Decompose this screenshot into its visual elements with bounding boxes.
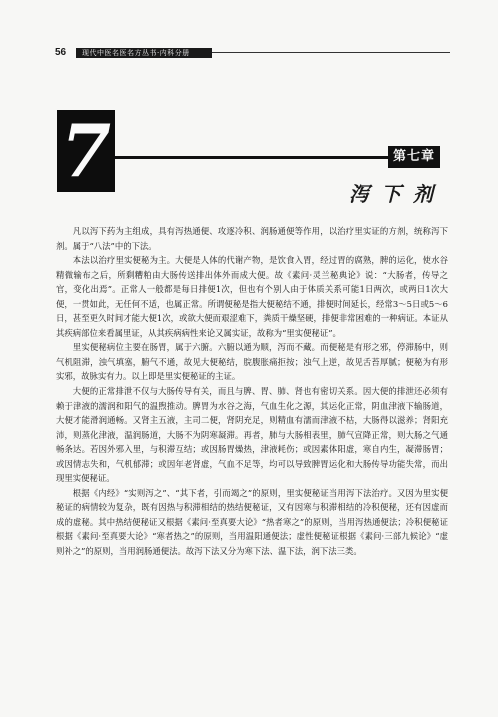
paragraph: 凡以泻下药为主组成，具有泻热通便、攻逐冷积、润肠通便等作用，以治疗里实证的方剂，统称泻下剂。属于“八法”中的下法。 bbox=[56, 226, 448, 251]
chapter-number: 7 bbox=[60, 110, 112, 192]
paragraph: 里实便秘病位主要在肠胃，属于六腑。六腑以通为顺，泻而不藏。而便秘是有形之邪，停滞肠中，则气机阻滞，浊气填塞，腑气不通，故见大便秘结，脘腹胀痛拒按；浊气上逆，故见舌苔厚腻；便秘为有形实邪，故脉实有力。以上即是里实便秘证的主证。 bbox=[56, 342, 448, 382]
chapter-rule bbox=[115, 156, 388, 159]
running-header: 现代中医名医名方丛书·内科分册 bbox=[76, 48, 212, 58]
header-rule bbox=[212, 52, 450, 53]
paragraph: 本法以治疗里实便秘为主。大便是人体的代谢产物，是饮食入胃，经过胃的腐熟，脾的运化，使水谷精微输布之后，所剩糟粕由大肠传送排出体外而成大便。故《素问·灵兰秘典论》说：“大肠者，传导之官，变化出焉”。正常人一般都是每日排便1次，但也有个别人由于体质关系可能1日两次，或两日1次大便，一贯如此，无任何不适，也属正常。所谓便秘是指大便秘结不通，排便时间延长，经常3～5日或5～6日，甚至更久时间才能大便1次，或欲大便而艰涩难下，粪质干燥坚硬，排便非常困难的一种病证。本证从其疾病部位来看属里证，从其疾病病性来论又属实证，故称为“里实便秘证”。 bbox=[56, 255, 448, 338]
paragraph: 根据《内经》“实则泻之”、“其下者，引而竭之”的原则，里实便秘证当用泻下法治疗。又因为里实便秘证的病情较为复杂，既有因热与积滞相结的热结便秘证，又有因寒与积滞相结的冷积便秘，还有因虚而成的虚秘。其中热结便秘证又根据《素问·至真要大论》“热者寒之”的原则，当用泻热通便法；冷积便秘证根据《素问·至真要大论》“寒者热之”的原则，当用温阳通便法；虚性便秘证根据《素问·三部九候论》“虚则补之”的原则，当用润肠通便法。故泻下法又分为寒下法、温下法，润下法三类。 bbox=[56, 487, 448, 556]
body-text bbox=[56, 224, 448, 558]
page-number: 56 bbox=[55, 47, 67, 58]
chapter-number-block bbox=[57, 110, 115, 192]
chapter-subtitle: 泻下剂 bbox=[349, 182, 445, 206]
chapter-title: 第七章 bbox=[388, 146, 440, 168]
paragraph: 大便的正常排泄不仅与大肠传导有关，而且与脾、胃、肺、肾也有密切关系。因大便的排泄还必须有赖于津液的濡润和阳气的温煦推动。脾胃为水谷之海，气血生化之源，其运化正常，阴血津液下输肠道，大便才能滑润通畅。又肾主五液，主司二便，肾阴充足，则精血有濡而津液不枯，大肠得以滋养；肾阳充沛，则蒸化津液，温润肠道，大肠不为阴寒凝滞。再者，肺与大肠相表里，肺气宣降正常，则大肠之气通畅条达。若因外邪入里，与积滞互结；或因肠胃燥热，津液耗伤；或因素体阳虚，寒自内生，凝滞肠胃；或因情志失和，气机郁滞；或因年老肾虚，气血不足等，均可以导致脾胃运化和大肠传导功能失常，而出现里实便秘证。 bbox=[56, 386, 448, 484]
